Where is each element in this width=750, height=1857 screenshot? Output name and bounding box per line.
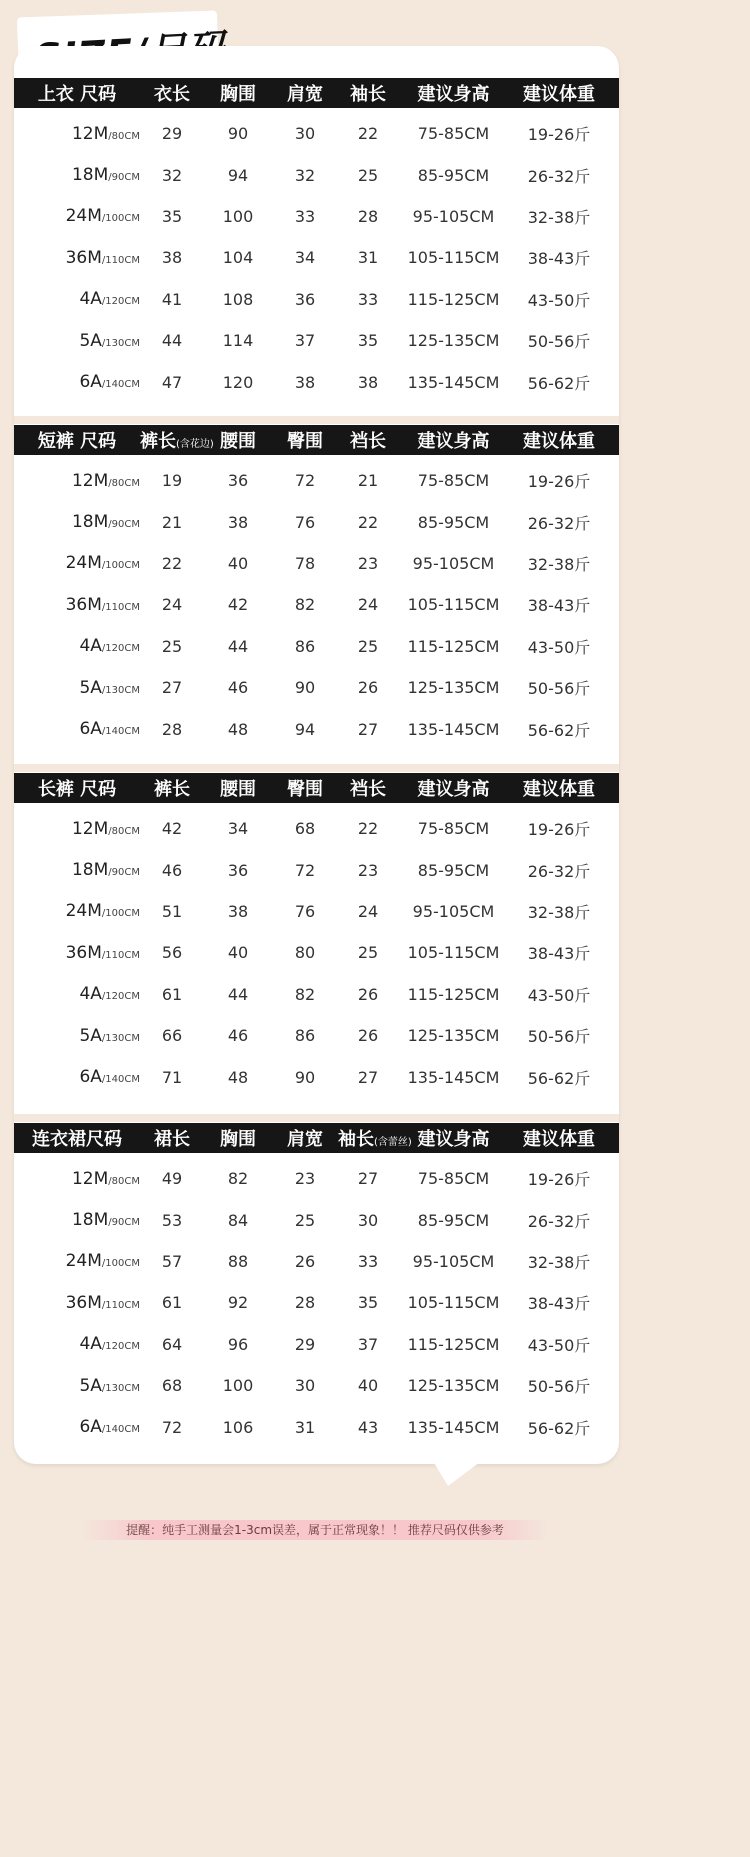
table-row <box>14 667 619 708</box>
measure-cell: 64 <box>161 1334 183 1354</box>
measure-cell: 27 <box>357 1067 379 1087</box>
size-cell: 4A/120CM <box>79 289 140 310</box>
measure-cell: 72 <box>294 471 316 491</box>
size-cell: 18M/90CM <box>71 1210 140 1231</box>
weight-cell: 43-50斤 <box>527 1335 591 1355</box>
measure-cell: 21 <box>357 471 379 491</box>
size-cell: 12M/80CM <box>71 1168 140 1189</box>
section-separator <box>14 764 619 772</box>
measure-cell: 40 <box>227 943 249 963</box>
measure-cell: 86 <box>294 636 316 656</box>
measure-cell: 32 <box>161 165 183 185</box>
measure-cell: 44 <box>161 331 183 351</box>
height-cell: 105-115CM <box>407 248 500 268</box>
height-cell: 105-115CM <box>407 943 500 963</box>
measure-cell: 61 <box>161 984 183 1004</box>
table-row <box>14 584 619 625</box>
weight-cell: 56-62斤 <box>527 720 591 740</box>
header-cell: 建议身高 <box>417 779 490 800</box>
measure-cell: 25 <box>357 943 379 963</box>
measure-cell: 36 <box>227 471 249 491</box>
measure-cell: 38 <box>294 372 316 392</box>
size-cell: 6A/140CM <box>79 1417 140 1438</box>
measure-cell: 38 <box>227 901 249 921</box>
measure-cell: 56 <box>161 943 183 963</box>
height-cell: 125-135CM <box>407 678 500 698</box>
height-cell: 85-95CM <box>417 1210 490 1230</box>
header-cell: 衣长 <box>154 84 190 105</box>
weight-cell: 56-62斤 <box>527 373 591 393</box>
header-cell: 上衣 尺码 <box>37 84 117 105</box>
measure-cell: 28 <box>294 1293 316 1313</box>
speech-bubble-tail <box>430 1456 488 1486</box>
header-cell: 建议体重 <box>523 431 595 452</box>
measure-cell: 33 <box>357 289 379 309</box>
measure-cell: 61 <box>161 1293 183 1313</box>
table-header <box>14 425 619 455</box>
table-header <box>14 1123 619 1153</box>
weight-cell: 50-56斤 <box>527 1377 591 1397</box>
size-cell: 12M/80CM <box>71 470 140 491</box>
measure-cell: 38 <box>227 512 249 532</box>
height-cell: 125-135CM <box>407 331 500 351</box>
table-row <box>14 543 619 584</box>
measure-cell: 104 <box>222 248 254 268</box>
measure-cell: 114 <box>222 331 254 351</box>
measure-cell: 32 <box>294 165 316 185</box>
weight-cell: 26-32斤 <box>527 166 591 186</box>
size-cell: 12M/80CM <box>71 818 140 839</box>
table-row <box>14 626 619 667</box>
height-cell: 115-125CM <box>407 636 500 656</box>
size-cell: 4A/120CM <box>79 636 140 657</box>
measure-cell: 43 <box>357 1417 379 1437</box>
measure-cell: 19 <box>161 471 183 491</box>
size-cell: 36M/110CM <box>65 1292 140 1313</box>
table-row <box>14 361 619 402</box>
measure-cell: 78 <box>294 553 316 573</box>
weight-cell: 56-62斤 <box>527 1068 591 1088</box>
measure-cell: 46 <box>227 1026 249 1046</box>
size-cell: 18M/90CM <box>71 165 140 186</box>
height-cell: 105-115CM <box>407 1293 500 1313</box>
weight-cell: 32-38斤 <box>527 554 591 574</box>
measure-cell: 120 <box>222 372 254 392</box>
size-cell: 6A/140CM <box>79 1067 140 1088</box>
table-row <box>14 708 619 749</box>
measure-cell: 27 <box>161 678 183 698</box>
header-note: (含花边) <box>176 439 214 450</box>
table-row <box>14 1158 619 1199</box>
measure-cell: 34 <box>227 819 249 839</box>
header-cell: 建议身高 <box>417 1129 490 1150</box>
height-cell: 115-125CM <box>407 1334 500 1354</box>
weight-cell: 56-62斤 <box>527 1418 591 1438</box>
height-cell: 85-95CM <box>417 512 490 532</box>
measure-cell: 86 <box>294 1026 316 1046</box>
measure-cell: 36 <box>294 289 316 309</box>
weight-cell: 50-56斤 <box>527 332 591 352</box>
table-row <box>14 1241 619 1282</box>
measure-cell: 53 <box>161 1210 183 1230</box>
measure-cell: 44 <box>227 636 249 656</box>
weight-cell: 19-26斤 <box>527 1170 591 1190</box>
measure-cell: 26 <box>357 678 379 698</box>
weight-cell: 32-38斤 <box>527 902 591 922</box>
measure-cell: 26 <box>294 1251 316 1271</box>
measure-cell: 100 <box>222 1376 254 1396</box>
measure-cell: 35 <box>357 1293 379 1313</box>
size-cell: 24M/100CM <box>65 206 140 227</box>
measure-cell: 23 <box>294 1169 316 1189</box>
table-header <box>14 773 619 803</box>
header-cell: 建议体重 <box>523 84 595 105</box>
measure-cell: 26 <box>357 984 379 1004</box>
measure-cell: 96 <box>227 1334 249 1354</box>
measure-cell: 76 <box>294 901 316 921</box>
measure-cell: 31 <box>294 1417 316 1437</box>
weight-cell: 38-43斤 <box>527 1294 591 1314</box>
height-cell: 125-135CM <box>407 1376 500 1396</box>
top-table <box>14 78 619 403</box>
measure-cell: 46 <box>161 860 183 880</box>
size-cell: 5A/130CM <box>79 677 140 698</box>
height-cell: 75-85CM <box>417 124 490 144</box>
header-cell: 裤长(含花边) <box>140 431 214 452</box>
header-cell: 臀围 <box>287 431 323 452</box>
table-row <box>14 1199 619 1240</box>
height-cell: 95-105CM <box>412 206 495 226</box>
measure-cell: 68 <box>294 819 316 839</box>
height-cell: 135-145CM <box>407 1417 500 1437</box>
table-row <box>14 1015 619 1056</box>
measure-cell: 41 <box>161 289 183 309</box>
header-cell: 连衣裙尺码 <box>32 1129 122 1150</box>
weight-cell: 38-43斤 <box>527 249 591 269</box>
header-cell: 臀围 <box>287 779 323 800</box>
table-row <box>14 501 619 542</box>
measure-cell: 35 <box>357 331 379 351</box>
measure-cell: 82 <box>294 984 316 1004</box>
weight-cell: 50-56斤 <box>527 1027 591 1047</box>
measure-cell: 34 <box>294 248 316 268</box>
measure-cell: 46 <box>227 678 249 698</box>
measure-cell: 28 <box>357 206 379 226</box>
measure-cell: 57 <box>161 1251 183 1271</box>
table-row <box>14 237 619 278</box>
header-cell: 袖长 <box>350 84 386 105</box>
measure-cell: 90 <box>294 1067 316 1087</box>
size-cell: 24M/100CM <box>65 1251 140 1272</box>
table-header <box>14 78 619 108</box>
table-row <box>14 1056 619 1097</box>
header-note: (含蕾丝) <box>374 1137 412 1148</box>
measure-cell: 31 <box>357 248 379 268</box>
size-cell: 6A/140CM <box>79 719 140 740</box>
measure-cell: 25 <box>357 636 379 656</box>
measure-cell: 90 <box>227 124 249 144</box>
measure-cell: 36 <box>227 860 249 880</box>
measure-cell: 100 <box>222 206 254 226</box>
header-cell: 裆长 <box>350 431 386 452</box>
measure-cell: 108 <box>222 289 254 309</box>
header-cell: 建议体重 <box>523 779 595 800</box>
height-cell: 135-145CM <box>407 1067 500 1087</box>
measure-cell: 48 <box>227 1067 249 1087</box>
measure-cell: 72 <box>161 1417 183 1437</box>
measure-cell: 24 <box>357 901 379 921</box>
height-cell: 85-95CM <box>417 860 490 880</box>
measure-cell: 76 <box>294 512 316 532</box>
shorts-table <box>14 425 619 750</box>
measure-cell: 24 <box>357 595 379 615</box>
measure-cell: 25 <box>294 1210 316 1230</box>
height-cell: 95-105CM <box>412 901 495 921</box>
height-cell: 115-125CM <box>407 984 500 1004</box>
measure-cell: 21 <box>161 512 183 532</box>
table-row <box>14 196 619 237</box>
header-cell: 胸围 <box>220 1129 256 1150</box>
size-cell: 36M/110CM <box>65 594 140 615</box>
weight-cell: 19-26斤 <box>527 125 591 145</box>
header-cell: 腰围 <box>220 431 256 452</box>
measure-cell: 37 <box>294 331 316 351</box>
weight-cell: 38-43斤 <box>527 944 591 964</box>
measure-cell: 68 <box>161 1376 183 1396</box>
size-cell: 6A/140CM <box>79 372 140 393</box>
height-cell: 115-125CM <box>407 289 500 309</box>
table-row <box>14 1365 619 1406</box>
weight-cell: 26-32斤 <box>527 513 591 533</box>
footer-reminder: 提醒：纯手工测量会1-3cm误差，属于正常现象！！ 推荐尺码仅供参考 <box>80 1520 550 1540</box>
weight-cell: 26-32斤 <box>527 861 591 881</box>
table-row <box>14 849 619 890</box>
size-cell: 36M/110CM <box>65 942 140 963</box>
header-cell: 肩宽 <box>287 84 323 105</box>
size-cell: 5A/130CM <box>79 1025 140 1046</box>
height-cell: 95-105CM <box>412 1251 495 1271</box>
measure-cell: 25 <box>357 165 379 185</box>
measure-cell: 66 <box>161 1026 183 1046</box>
measure-cell: 51 <box>161 901 183 921</box>
measure-cell: 84 <box>227 1210 249 1230</box>
measure-cell: 25 <box>161 636 183 656</box>
section-separator <box>14 1114 619 1122</box>
height-cell: 75-85CM <box>417 471 490 491</box>
measure-cell: 49 <box>161 1169 183 1189</box>
header-cell: 建议身高 <box>417 431 490 452</box>
measure-cell: 30 <box>357 1210 379 1230</box>
size-cell: 18M/90CM <box>71 860 140 881</box>
measure-cell: 40 <box>227 553 249 573</box>
measure-cell: 92 <box>227 1293 249 1313</box>
table-row <box>14 279 619 320</box>
measure-cell: 80 <box>294 943 316 963</box>
measure-cell: 30 <box>294 1376 316 1396</box>
measure-cell: 38 <box>161 248 183 268</box>
weight-cell: 43-50斤 <box>527 985 591 1005</box>
measure-cell: 24 <box>161 595 183 615</box>
header-cell: 袖长(含蕾丝) <box>338 1129 412 1150</box>
weight-cell: 32-38斤 <box>527 207 591 227</box>
measure-cell: 82 <box>294 595 316 615</box>
header-cell: 腰围 <box>220 779 256 800</box>
table-row <box>14 460 619 501</box>
header-cell: 建议体重 <box>523 1129 595 1150</box>
header-cell: 建议身高 <box>417 84 490 105</box>
height-cell: 95-105CM <box>412 553 495 573</box>
measure-cell: 27 <box>357 719 379 739</box>
measure-cell: 22 <box>357 819 379 839</box>
height-cell: 75-85CM <box>417 1169 490 1189</box>
size-cell: 4A/120CM <box>79 1334 140 1355</box>
measure-cell: 30 <box>294 124 316 144</box>
measure-cell: 29 <box>294 1334 316 1354</box>
section-separator <box>14 416 619 424</box>
height-cell: 135-145CM <box>407 372 500 392</box>
size-cell: 18M/90CM <box>71 512 140 533</box>
measure-cell: 106 <box>222 1417 254 1437</box>
header-cell: 裙长 <box>154 1129 190 1150</box>
table-row <box>14 1282 619 1323</box>
measure-cell: 23 <box>357 553 379 573</box>
weight-cell: 26-32斤 <box>527 1211 591 1231</box>
height-cell: 125-135CM <box>407 1026 500 1046</box>
size-cell: 12M/80CM <box>71 123 140 144</box>
measure-cell: 22 <box>357 124 379 144</box>
header-cell: 长裤 尺码 <box>37 779 117 800</box>
measure-cell: 38 <box>357 372 379 392</box>
size-cell: 5A/130CM <box>79 330 140 351</box>
measure-cell: 22 <box>161 553 183 573</box>
weight-cell: 19-26斤 <box>527 820 591 840</box>
pants-table <box>14 773 619 1098</box>
height-cell: 85-95CM <box>417 165 490 185</box>
measure-cell: 26 <box>357 1026 379 1046</box>
weight-cell: 19-26斤 <box>527 472 591 492</box>
height-cell: 75-85CM <box>417 819 490 839</box>
dress-table <box>14 1123 619 1448</box>
measure-cell: 44 <box>227 984 249 1004</box>
size-cell: 24M/100CM <box>65 553 140 574</box>
measure-cell: 42 <box>227 595 249 615</box>
measure-cell: 94 <box>227 165 249 185</box>
measure-cell: 90 <box>294 678 316 698</box>
measure-cell: 71 <box>161 1067 183 1087</box>
measure-cell: 33 <box>357 1251 379 1271</box>
measure-cell: 23 <box>357 860 379 880</box>
table-row <box>14 891 619 932</box>
table-row <box>14 1324 619 1365</box>
measure-cell: 48 <box>227 719 249 739</box>
measure-cell: 42 <box>161 819 183 839</box>
header-cell: 裤长 <box>154 779 190 800</box>
table-row <box>14 113 619 154</box>
size-cell: 4A/120CM <box>79 984 140 1005</box>
weight-cell: 50-56斤 <box>527 679 591 699</box>
header-cell: 肩宽 <box>287 1129 323 1150</box>
measure-cell: 37 <box>357 1334 379 1354</box>
measure-cell: 22 <box>357 512 379 532</box>
size-cell: 36M/110CM <box>65 247 140 268</box>
weight-cell: 43-50斤 <box>527 290 591 310</box>
measure-cell: 88 <box>227 1251 249 1271</box>
header-cell: 胸围 <box>220 84 256 105</box>
weight-cell: 43-50斤 <box>527 637 591 657</box>
table-row <box>14 808 619 849</box>
measure-cell: 28 <box>161 719 183 739</box>
height-cell: 135-145CM <box>407 719 500 739</box>
table-row <box>14 1406 619 1447</box>
weight-cell: 38-43斤 <box>527 596 591 616</box>
measure-cell: 29 <box>161 124 183 144</box>
size-cell: 5A/130CM <box>79 1375 140 1396</box>
header-cell: 裆长 <box>350 779 386 800</box>
measure-cell: 27 <box>357 1169 379 1189</box>
measure-cell: 33 <box>294 206 316 226</box>
measure-cell: 35 <box>161 206 183 226</box>
table-row <box>14 320 619 361</box>
measure-cell: 94 <box>294 719 316 739</box>
measure-cell: 47 <box>161 372 183 392</box>
header-cell: 短裤 尺码 <box>37 431 117 452</box>
table-row <box>14 932 619 973</box>
size-cell: 24M/100CM <box>65 901 140 922</box>
weight-cell: 32-38斤 <box>527 1252 591 1272</box>
table-row <box>14 974 619 1015</box>
measure-cell: 40 <box>357 1376 379 1396</box>
table-row <box>14 154 619 195</box>
measure-cell: 82 <box>227 1169 249 1189</box>
measure-cell: 72 <box>294 860 316 880</box>
height-cell: 105-115CM <box>407 595 500 615</box>
